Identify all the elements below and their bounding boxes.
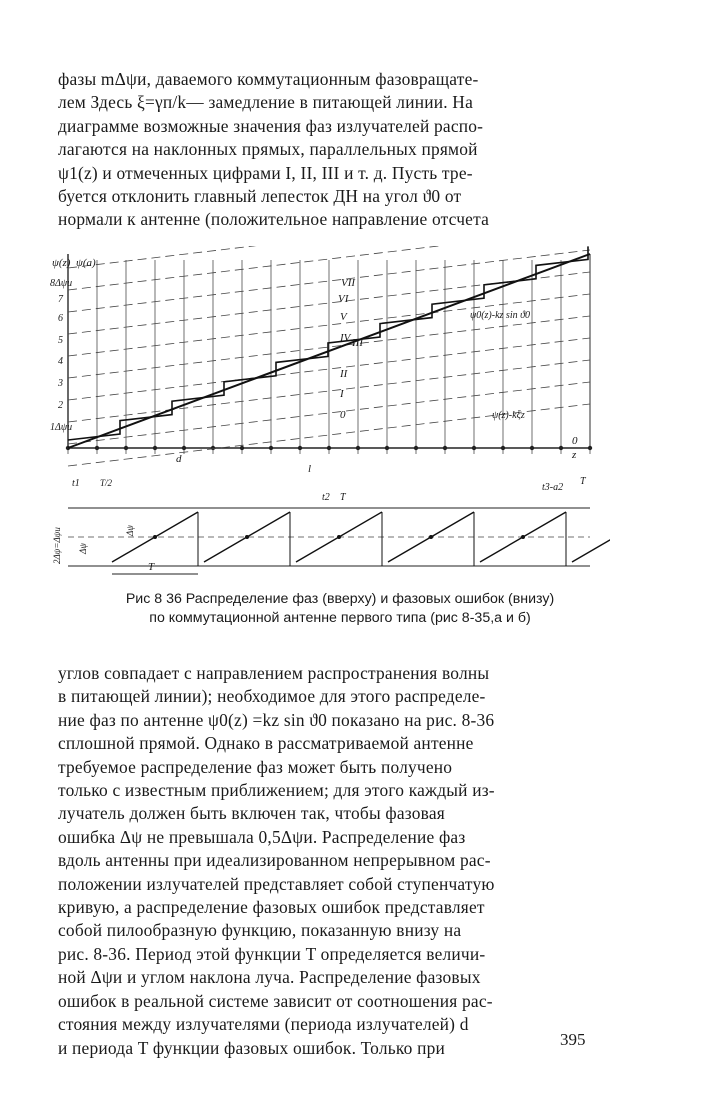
text-line: ошибок в реальной системе зависит от соотношения рас- — [58, 990, 493, 1011]
y-tick-label: 2 — [58, 400, 63, 411]
element-dot — [211, 446, 215, 450]
d-label: d — [176, 453, 182, 465]
element-dot — [269, 446, 273, 450]
y-axis-label-psi-z: ψ(z) — [52, 257, 71, 269]
text-line: ошибка Δψ не превышала 0,5Δψи. Распределение фаз — [58, 826, 466, 847]
y-tick-label: 5 — [58, 335, 63, 346]
text-line: только с известным приближением; для этого каждый из- — [58, 780, 495, 801]
text-line: стояния между излучателями (периода излучателей) d — [58, 1014, 469, 1035]
l-label: l — [308, 463, 312, 475]
page-number: 395 — [560, 1030, 586, 1049]
lower-label-t3: t3-a2 — [542, 482, 564, 493]
text-line: собой пилообразную функцию, показанную внизу на — [58, 920, 462, 941]
lower-left-label: 2Δψ=Δψи — [52, 527, 62, 564]
curve-label-upper: ψ0(z)-kz sin ϑ0 — [470, 310, 530, 321]
line-label-vi: VI — [338, 293, 349, 305]
y-tick-label: 8Δψи — [50, 278, 73, 289]
phase-distribution-figure — [50, 246, 610, 596]
axis-end-label-z: z — [572, 449, 577, 461]
element-dot — [240, 446, 244, 450]
sawtooth-segment — [572, 512, 610, 562]
line-label-0: 0 — [340, 409, 346, 421]
sawtooth-dot — [337, 535, 341, 539]
y-axis-label-psi-a: ψ(a) — [76, 257, 96, 269]
sawtooth-dot — [153, 535, 157, 539]
top-paragraph — [58, 68, 598, 232]
bottom-paragraph — [58, 662, 598, 1060]
element-dot — [95, 446, 99, 450]
text-line: вдоль антенны при идеализированном непрерывном рас- — [58, 850, 491, 871]
sawtooth-dot — [521, 535, 525, 539]
element-dot — [501, 446, 505, 450]
y-tick-label: 7 — [58, 294, 63, 305]
lower-label-t2: t2 — [322, 492, 330, 503]
line-label-i: I — [340, 388, 344, 400]
y-tick-label: 4 — [58, 356, 63, 367]
lower-inner-label: Δψ — [125, 525, 135, 536]
text-line: нормали к антенне (положительное направление отсчета — [58, 209, 490, 230]
text-line: лем Здесь ξ=γп/k— замедление в питающей линии. На — [58, 92, 473, 113]
lower-label-period: T — [340, 492, 346, 503]
element-dot — [588, 446, 592, 450]
lower-label-period-right: T — [580, 476, 586, 487]
sawtooth-dot — [245, 535, 249, 539]
caption-line: Рис 8 36 Распределение фаз (вверху) и фазовых ошибок (внизу) — [125, 591, 555, 607]
y-tick-label: 6 — [58, 313, 63, 324]
element-dot — [443, 446, 447, 450]
figure-caption — [70, 590, 610, 628]
text-line: буется отклонить главный лепесток ДН на угол ϑ0 от — [58, 186, 462, 207]
y-tick-label: 3 — [58, 378, 63, 389]
element-dot — [530, 446, 534, 450]
sawtooth-dot — [429, 535, 433, 539]
text-line: ние фаз по антенне ψ0(z) =kz sin ϑ0 показано на рис. 8-36 — [58, 709, 495, 730]
line-label-v: V — [340, 311, 347, 323]
period-label: T — [148, 561, 155, 573]
y-tick-label: 1Δψи — [50, 422, 73, 433]
element-dot — [124, 446, 128, 450]
text-line: углов совпадает с направлением распространения волны — [58, 663, 490, 683]
lower-label-half-period: T/2 — [100, 478, 113, 488]
lower-label-t1: t1 — [72, 478, 80, 489]
line-label-iii: III — [352, 337, 363, 349]
element-dot — [414, 446, 418, 450]
text-line: ной Δψи и углом наклона луча. Распределение фазовых — [58, 967, 481, 988]
text-line: фазы mΔψи, даваемого коммутационным фазовращате- — [58, 69, 479, 89]
text-line: и периода T функции фазовых ошибок. Только при — [58, 1037, 445, 1058]
line-label-iv: IV — [340, 332, 351, 344]
text-line: требуемое распределение фаз может быть получено — [58, 756, 453, 777]
line-label-ii: II — [340, 368, 348, 380]
text-line: лагаются на наклонных прямых, параллельных прямой — [58, 139, 478, 160]
caption-line: по коммутационной антенне первого типа (рис 8-35,а и б) — [149, 610, 531, 626]
text-line: ψ1(z) и отмеченных цифрами I, II, III и т. д. Пусть тре- — [58, 162, 473, 183]
curve-label-lower: ψ(z)-kξz — [492, 410, 525, 421]
element-dot — [153, 446, 157, 450]
element-dot — [327, 446, 331, 450]
text-line: положении излучателей представляет собой ступенчатую — [58, 873, 495, 894]
text-line: диаграмме возможные значения фаз излучателей распо- — [58, 115, 484, 136]
element-dot — [298, 446, 302, 450]
text-line: кривую, а распределение фазовых ошибок представляет — [58, 897, 485, 918]
text-line: в питающей линии); необходимое для этого распределе- — [58, 686, 486, 707]
text-line: рис. 8-36. Период этой функции T определяется величи- — [58, 943, 486, 964]
element-dot — [385, 446, 389, 450]
text-line: сплошной прямой. Однако в рассматриваемой антенне — [58, 733, 474, 754]
axis-end-label-0: 0 — [572, 435, 578, 447]
element-dot — [559, 446, 563, 450]
line-label-vii: VII — [341, 277, 356, 289]
element-dot — [356, 446, 360, 450]
element-dot — [182, 446, 186, 450]
text-line: лучатель должен быть включен так, чтобы фазовая — [58, 803, 445, 824]
lower-inner-label: Δψ — [78, 543, 88, 554]
element-dot — [472, 446, 476, 450]
